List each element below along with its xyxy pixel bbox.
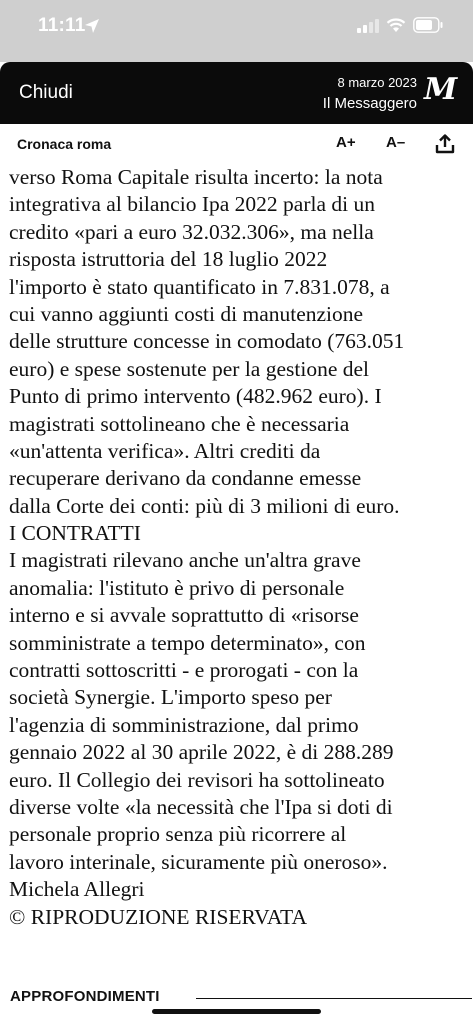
article-line: Punto di primo intervento (482.962 euro). I	[9, 384, 382, 409]
wifi-icon	[386, 17, 406, 33]
publication-name: Il Messaggero	[322, 95, 417, 112]
article-line: recuperare derivano da condanne emesse	[9, 466, 362, 491]
article-subheading: I CONTRATTI	[9, 521, 141, 546]
article-line: cui vanno aggiunti costi di manutenzione	[9, 301, 364, 326]
article-line: «un'attenta verifica». Altri crediti da	[9, 438, 321, 463]
article-line: società Synergie. L'importo speso per	[9, 685, 332, 710]
article-line: l'importo è stato quantificato in 7.831.078, a	[9, 274, 390, 299]
status-bar	[0, 0, 473, 62]
article-line: somministrate a tempo determinato», con	[9, 630, 366, 655]
article-line: risposta istruttoria del 18 luglio 2022	[9, 247, 328, 272]
signal-icon	[357, 19, 379, 33]
home-indicator[interactable]	[152, 1009, 321, 1014]
article-line: credito «pari a euro 32.032.306», ma nella	[9, 219, 374, 244]
article-toolbar	[0, 124, 473, 164]
font-increase-button[interactable]: A+	[336, 134, 356, 151]
share-icon[interactable]	[434, 133, 456, 155]
article-line: euro) e spese sostenute per la gestione del	[9, 356, 369, 381]
article-line: delle strutture concesse in comodato (763.051	[9, 329, 405, 354]
article-line: dalla Corte dei conti: più di 3 milioni di euro.	[9, 493, 400, 518]
article-line: interno e si avvale soprattutto di «risorse	[9, 603, 359, 628]
article-copyright: © RIPRODUZIONE RISERVATA	[9, 904, 307, 929]
article-line: contratti sottoscritti - e prorogati - con la	[9, 658, 359, 683]
battery-icon	[413, 17, 443, 33]
article-line: lavoro interinale, sicuramente più oneroso».	[9, 849, 388, 874]
article-line: I magistrati rilevano anche un'altra grave	[9, 548, 361, 573]
article-line: diverse volte «la necessità che l'Ipa si doti di	[9, 794, 393, 819]
article-body	[9, 164, 471, 931]
article-line: l'agenzia di somministrazione, dal primo	[9, 712, 359, 737]
article-line: magistrati sottolineano che è necessaria	[9, 411, 350, 436]
article-line: personale proprio senza più ricorrere al	[9, 822, 347, 847]
section-name: Cronaca roma	[17, 136, 112, 152]
article-line: integrativa al bilancio Ipa 2022 parla di un	[9, 192, 375, 217]
location-arrow-icon	[84, 18, 100, 34]
il-messaggero-logo-icon: M	[424, 72, 458, 107]
font-decrease-button[interactable]: A–	[386, 134, 406, 151]
article-line: anomalia: l'istituto è privo di personale	[9, 575, 345, 600]
publication-date: 8 marzo 2023	[337, 75, 417, 90]
article-line: verso Roma Capitale risulta incerto: la nota	[9, 165, 383, 189]
article-author: Michela Allegri	[9, 877, 145, 902]
related-label: APPROFONDIMENTI	[10, 988, 160, 1005]
related-section	[10, 988, 465, 1010]
close-button[interactable]: Chiudi	[19, 82, 73, 103]
article-line: euro. Il Collegio dei revisori ha sottolineato	[9, 767, 385, 792]
status-time: 11:11	[38, 15, 86, 36]
divider	[196, 998, 472, 999]
article-line: gennaio 2022 al 30 aprile 2022, è di 288.289	[9, 740, 394, 765]
top-nav	[0, 62, 473, 124]
